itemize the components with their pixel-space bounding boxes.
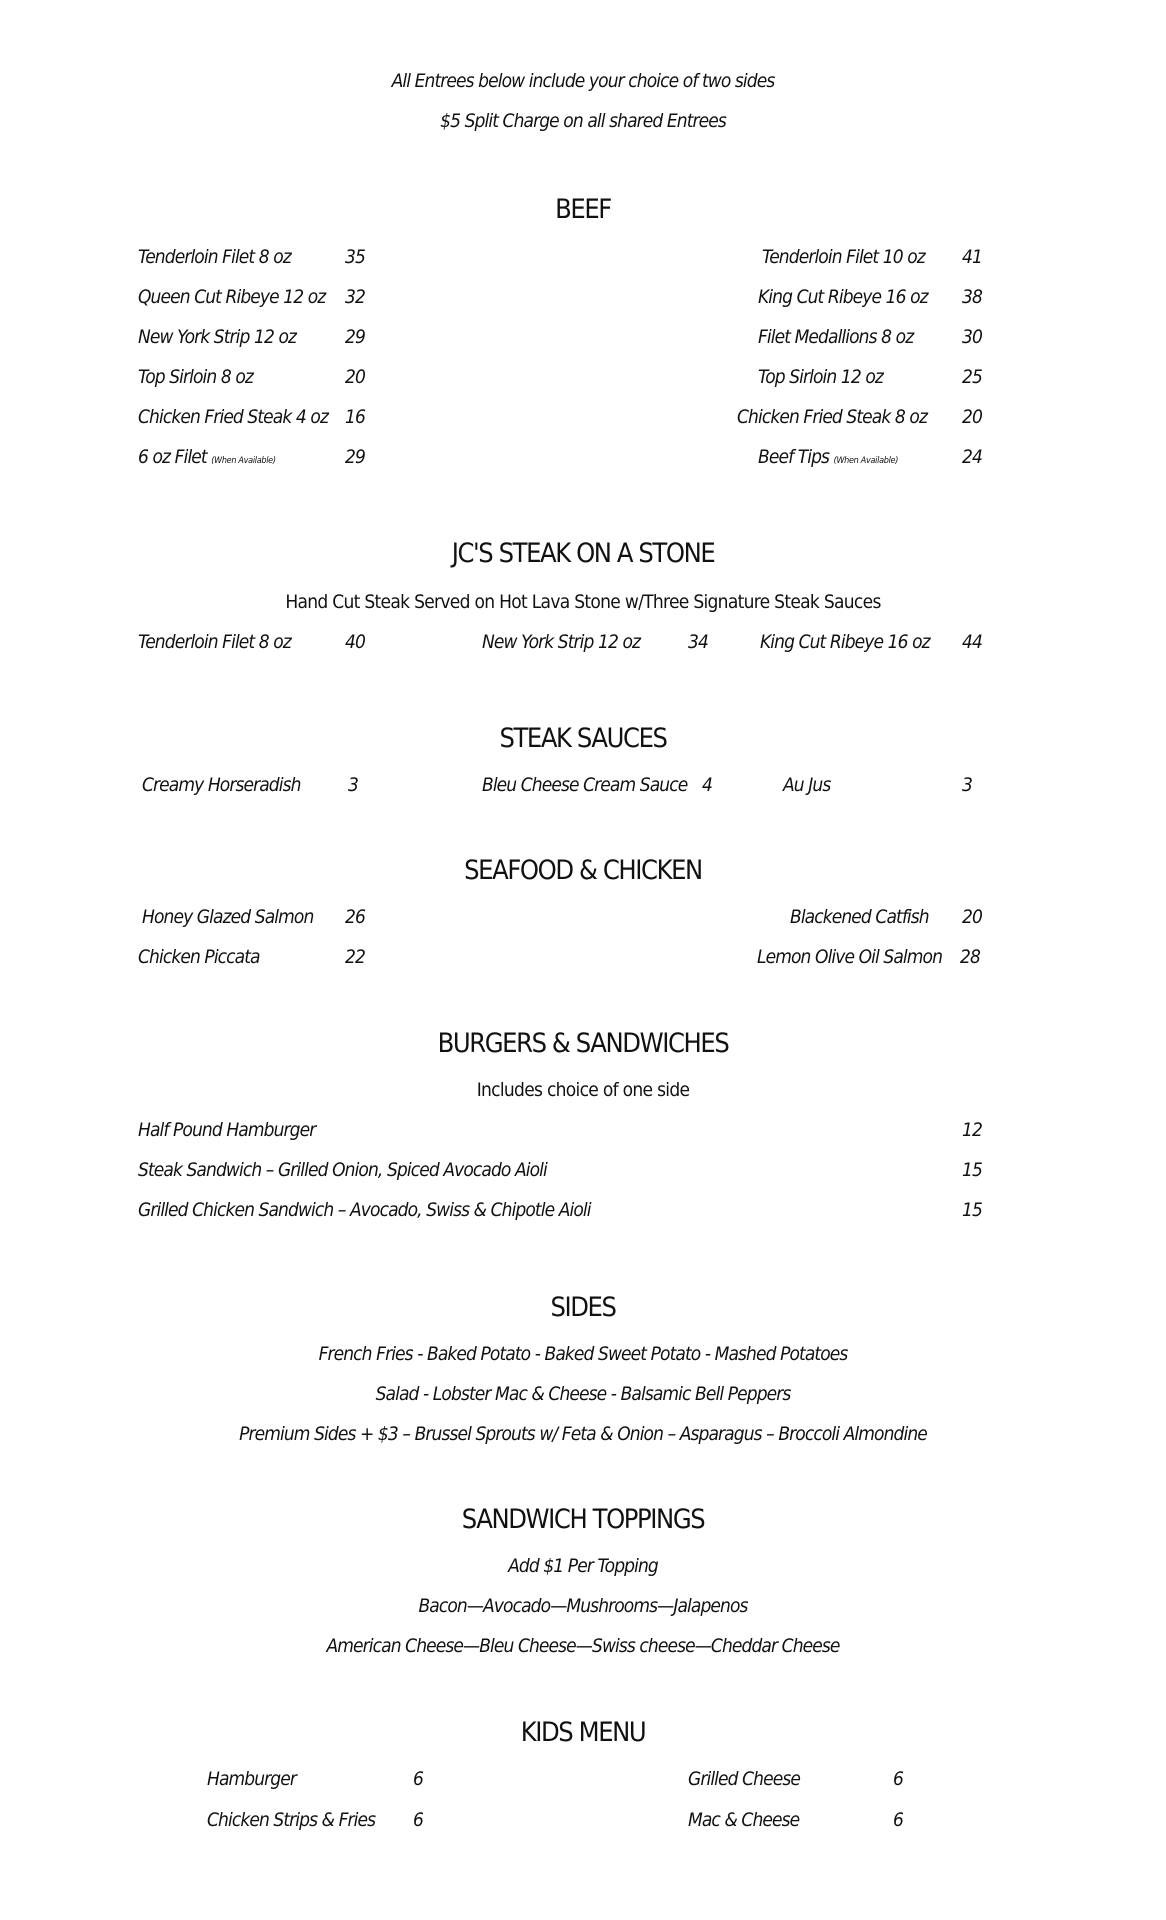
- menu-item-name: Filet Medallions 8 oz: [758, 326, 914, 348]
- toppings-line-1: Add $1 Per Topping: [508, 1555, 658, 1577]
- menu-item-price: 22: [345, 946, 365, 968]
- availability-note: (When Available): [211, 456, 276, 466]
- menu-item-name: Hamburger: [207, 1768, 296, 1790]
- menu-item-name: Au Jus: [783, 774, 831, 796]
- menu-item-price: 4: [702, 774, 712, 796]
- menu-item-name: Mac & Cheese: [688, 1809, 800, 1831]
- menu-item-price: 6: [413, 1768, 423, 1790]
- menu-item-price: 6: [893, 1768, 903, 1790]
- menu-item-name-text: Beef Tips: [758, 446, 830, 468]
- menu-item-price: 3: [962, 774, 972, 796]
- menu-item-name: Grilled Cheese: [688, 1768, 800, 1790]
- toppings-heading: SANDWICH TOPPINGS: [461, 1504, 705, 1535]
- sides-line-2: Salad - Lobster Mac & Cheese - Balsamic Bell Peppers: [375, 1383, 791, 1405]
- beef-heading: BEEF: [555, 194, 611, 225]
- menu-item-price: 30: [962, 326, 982, 348]
- menu-item-price: 20: [962, 906, 982, 928]
- intro-line-1: All Entrees below include your choice of two sides: [391, 70, 775, 92]
- availability-note: (When Available): [833, 456, 899, 466]
- menu-item-name: Grilled Chicken Sandwich – Avocado, Swiss & Chipotle Aioli: [138, 1199, 591, 1221]
- menu-item-price: 29: [345, 326, 365, 348]
- menu-item-price: 6: [893, 1809, 903, 1831]
- menu-item-price: 20: [345, 366, 365, 388]
- sides-heading: SIDES: [550, 1292, 616, 1323]
- menu-item-price: 15: [962, 1159, 982, 1181]
- stone-subtitle: Hand Cut Steak Served on Hot Lava Stone w/Three Signature Steak Sauces: [285, 591, 881, 613]
- menu-item-price: 35: [345, 246, 365, 268]
- menu-item-name: Tenderloin Filet 8 oz: [138, 631, 291, 653]
- menu-item-price: 41: [962, 246, 982, 268]
- sides-line-3: Premium Sides + $3 – Brussel Sprouts w/ Feta & Onion – Asparagus – Broccoli Almondine: [239, 1423, 927, 1445]
- menu-item-price: 12: [962, 1119, 982, 1141]
- menu-item-price: 40: [345, 631, 365, 653]
- menu-item-price: 15: [962, 1199, 982, 1221]
- menu-item-name: Chicken Fried Steak 8 oz: [737, 406, 928, 428]
- menu-item-name: Queen Cut Ribeye 12 oz: [138, 286, 326, 308]
- menu-item-name: Bleu Cheese Cream Sauce: [482, 774, 688, 796]
- sides-line-1: French Fries - Baked Potato - Baked Sweet Potato - Mashed Potatoes: [318, 1343, 848, 1365]
- menu-item-name: [138, 446, 276, 468]
- menu-item-price: 6: [413, 1809, 423, 1831]
- menu-item-name: Half Pound Hamburger: [138, 1119, 316, 1141]
- stone-heading: JC'S STEAK ON A STONE: [451, 538, 715, 569]
- menu-item-price: 20: [962, 406, 982, 428]
- menu-item-price: 28: [960, 946, 980, 968]
- menu-item-name: Chicken Piccata: [138, 946, 260, 968]
- menu-item-price: 26: [345, 906, 365, 928]
- menu-item-price: 44: [962, 631, 982, 653]
- menu-item-price: 32: [345, 286, 365, 308]
- menu-item-name: King Cut Ribeye 16 oz: [760, 631, 930, 653]
- menu-item-name: Honey Glazed Salmon: [142, 906, 314, 928]
- menu-item-name: [758, 446, 898, 468]
- menu-item-price: 29: [345, 446, 365, 468]
- menu-item-name: Lemon Olive Oil Salmon: [757, 946, 943, 968]
- menu-item-price: 3: [348, 774, 358, 796]
- menu-item-name: Top Sirloin 8 oz: [138, 366, 254, 388]
- toppings-line-2: Bacon—Avocado—Mushrooms—Jalapenos: [418, 1595, 748, 1617]
- menu-item-name-text: 6 oz Filet: [138, 446, 207, 468]
- burgers-heading: BURGERS & SANDWICHES: [437, 1028, 729, 1059]
- menu-item-price: 25: [962, 366, 982, 388]
- menu-item-name: Blackened Catfish: [790, 906, 929, 928]
- menu-item-name: Tenderloin Filet 10 oz: [762, 246, 925, 268]
- menu-item-name: Creamy Horseradish: [142, 774, 301, 796]
- toppings-line-3: American Cheese—Bleu Cheese—Swiss cheese—Cheddar Cheese: [326, 1635, 840, 1657]
- menu-item-name: Chicken Strips & Fries: [207, 1809, 376, 1831]
- sauces-heading: STEAK SAUCES: [499, 723, 667, 754]
- menu-item-price: 38: [962, 286, 982, 308]
- menu-item-name: Tenderloin Filet 8 oz: [138, 246, 291, 268]
- menu-item-price: 34: [688, 631, 708, 653]
- menu-item-name: New York Strip 12 oz: [482, 631, 641, 653]
- seafood-heading: SEAFOOD & CHICKEN: [464, 855, 702, 886]
- menu-item-name: New York Strip 12 oz: [138, 326, 297, 348]
- kids-heading: KIDS MENU: [520, 1717, 646, 1748]
- burgers-subtitle: Includes choice of one side: [476, 1079, 690, 1101]
- menu-item-price: 24: [962, 446, 982, 468]
- menu-item-name: King Cut Ribeye 16 oz: [758, 286, 928, 308]
- menu-item-name: Steak Sandwich – Grilled Onion, Spiced Avocado Aioli: [138, 1159, 547, 1181]
- menu-item-name: Chicken Fried Steak 4 oz: [138, 406, 329, 428]
- menu-item-price: 16: [345, 406, 365, 428]
- menu-item-name: Top Sirloin 12 oz: [758, 366, 883, 388]
- intro-line-2: $5 Split Charge on all shared Entrees: [440, 110, 726, 132]
